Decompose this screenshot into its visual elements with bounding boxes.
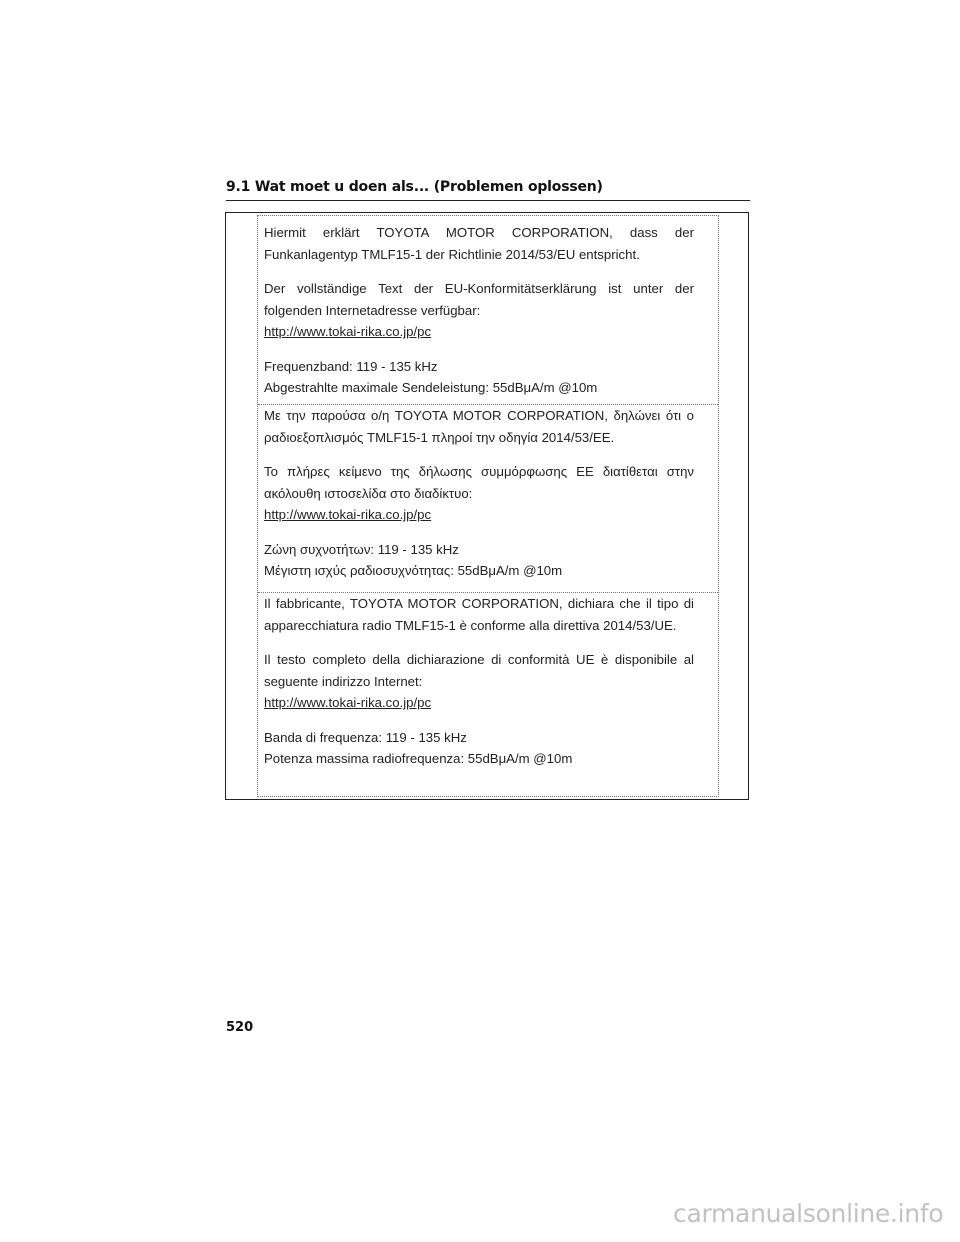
declaration-availability: Il testo completo della dichiarazione di conformità UE è disponibile al seguente indirizzo Internet: — [264, 652, 694, 689]
frequency-band: Frequenzband: 119 - 135 kHz — [264, 358, 438, 374]
declaration-link[interactable]: http://www.tokai-rika.co.jp/pc — [264, 695, 432, 710]
declaration-italian — [258, 593, 718, 793]
section-title: 9.1 Wat moet u doen als... (Problemen oplossen) — [226, 179, 603, 195]
declaration-availability: Der vollständige Text der EU-Konformitätserklärung ist unter der folgenden Internetadresse verfügbar: — [264, 281, 694, 318]
watermark: carmanualsonline.info — [673, 1199, 944, 1228]
section-header — [226, 178, 750, 201]
max-power: Μέγιστη ισχύς ραδιοσυχνότητας: 55dBμA/m @10m — [264, 563, 563, 578]
declaration-link[interactable]: http://www.tokai-rika.co.jp/pc — [264, 324, 432, 339]
page-number: 520 — [226, 1020, 254, 1035]
frequency-band: Ζώνη συχνοτήτων: 119 - 135 kHz — [264, 541, 459, 557]
declaration-link[interactable]: http://www.tokai-rika.co.jp/pc — [264, 507, 432, 522]
max-power: Potenza massima radiofrequenza: 55dBμA/m @10m — [264, 751, 573, 766]
declaration-greek — [258, 405, 718, 593]
frequency-band: Banda di frequenza: 119 - 135 kHz — [264, 729, 467, 745]
declaration-german — [258, 222, 718, 405]
declaration-statement: Il fabbricante, TOYOTA MOTOR CORPORATION, dichiara che il tipo di apparecchiatura radio TMLF15-1 è conforme alla direttiva 2014/53/UE. — [264, 596, 694, 633]
declaration-availability: Το πλήρες κείμενο της δήλωσης συμμόρφωσης ΕΕ διατίθεται στην ακόλουθη ιστοσελίδα στο διαδίκτυο: — [264, 464, 694, 501]
max-power: Abgestrahlte maximale Sendeleistung: 55dBμA/m @10m — [264, 380, 598, 395]
declaration-box — [257, 215, 719, 797]
declaration-statement: Με την παρούσα ο/η TOYOTA MOTOR CORPORATION, δηλώνει ότι ο ραδιοεξοπλισμός TMLF15-1 πληροί την οδηγία 2014/53/ΕΕ. — [264, 408, 694, 445]
declaration-statement: Hiermit erklärt TOYOTA MOTOR CORPORATION, dass der Funkanlagentyp TMLF15-1 der Richtlinie 2014/53/EU entspricht. — [264, 225, 694, 262]
declaration-frame — [225, 212, 749, 800]
